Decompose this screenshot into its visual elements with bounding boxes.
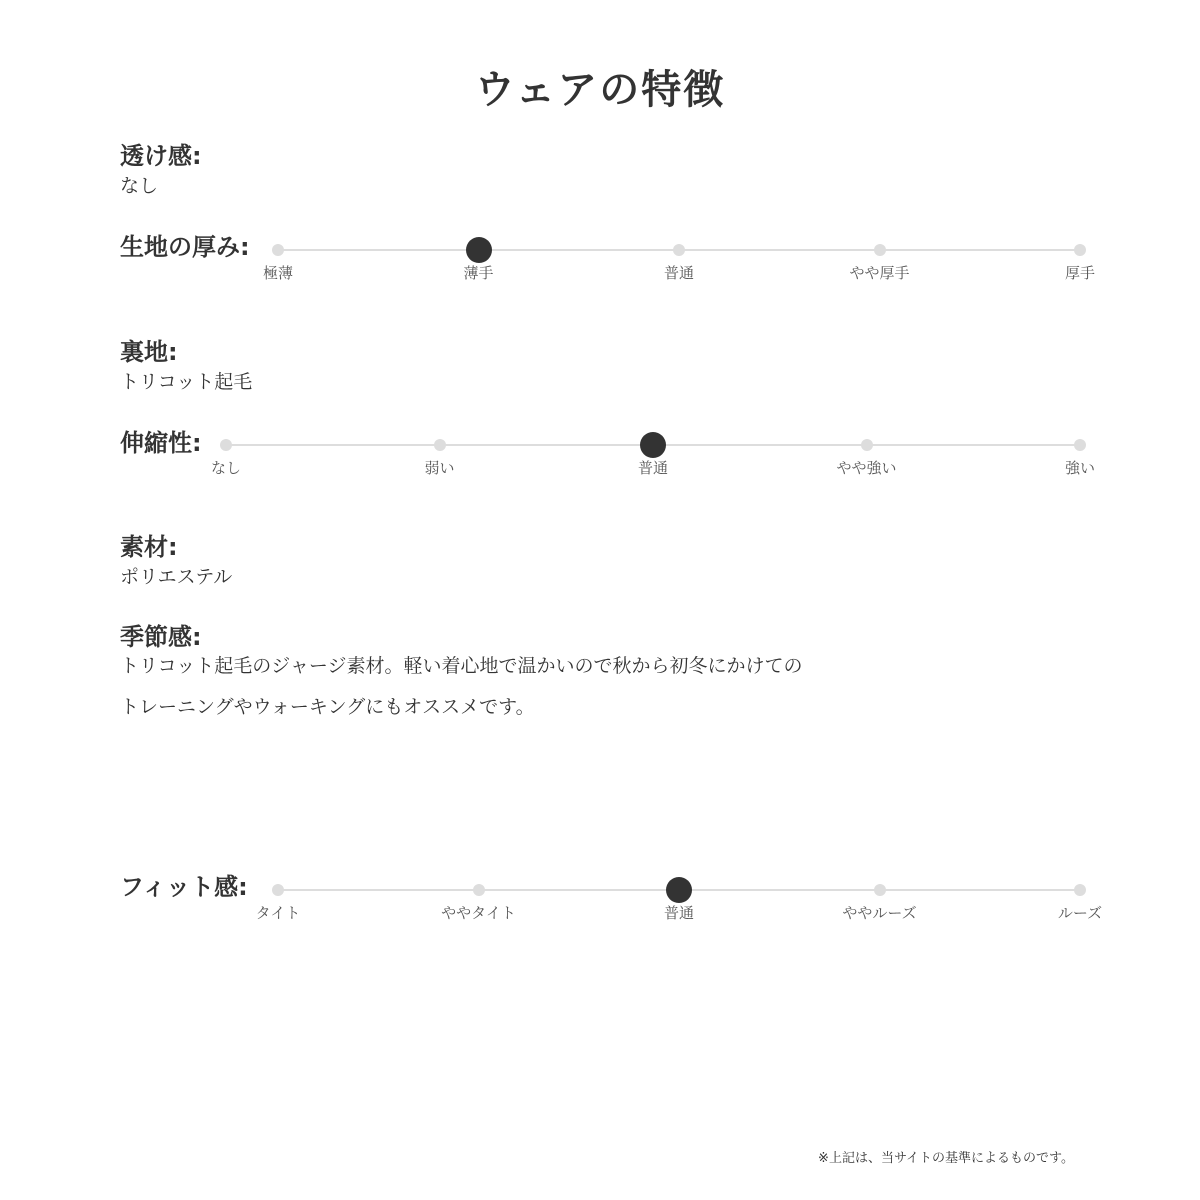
stretch-selected-marker xyxy=(640,432,666,458)
thickness-scale-dot xyxy=(874,244,886,256)
fit-scale-dot xyxy=(473,884,485,896)
thickness-scale-dot xyxy=(1074,244,1086,256)
thickness-scale-option-label: 極薄 xyxy=(262,264,293,282)
season-description-line-2: トレーニングやウォーキングにもオススメです。 xyxy=(120,696,535,718)
thickness-scale-dot xyxy=(673,244,685,256)
fit-scale-dot xyxy=(1074,884,1086,896)
lining-value: トリコット起毛 xyxy=(120,371,253,393)
stretch-scale-option-label: なし xyxy=(210,459,241,477)
thickness-scale-option-label: 普通 xyxy=(663,264,694,282)
transparency-value: なし xyxy=(120,175,159,197)
fit-label: フィット感: xyxy=(120,873,248,901)
stretch-scale-option-label: やや強い xyxy=(836,459,897,477)
thickness-label: 生地の厚み: xyxy=(120,233,250,261)
stretch-scale-dot xyxy=(861,439,873,451)
stretch-scale-option-label: 普通 xyxy=(637,459,668,477)
fit-scale-option-label: ややルーズ xyxy=(842,904,917,922)
fit-scale-option-label: 普通 xyxy=(663,904,694,922)
stretch-label: 伸縮性: xyxy=(120,429,202,457)
fit-scale-dot xyxy=(874,884,886,896)
stretch-scale xyxy=(210,435,1095,495)
thickness-scale-option-label: 薄手 xyxy=(463,264,494,282)
thickness-scale-option-label: 厚手 xyxy=(1064,264,1095,282)
fit-scale-dot xyxy=(272,884,284,896)
season-description-line-1: トリコット起毛のジャージ素材。軽い着心地で温かいので秋から初冬にかけての xyxy=(120,655,803,677)
thickness-selected-marker xyxy=(466,237,492,263)
lining-label: 裏地: xyxy=(120,338,178,366)
fit-scale-option-label: ルーズ xyxy=(1057,904,1103,922)
transparency-label: 透け感: xyxy=(120,142,202,170)
fit-scale xyxy=(255,880,1103,940)
stretch-scale-dot xyxy=(434,439,446,451)
fit-scale-option-label: タイト xyxy=(255,904,301,922)
material-label: 素材: xyxy=(120,533,178,561)
thickness-scale xyxy=(262,240,1095,300)
stretch-scale-dot xyxy=(1074,439,1086,451)
fit-scale-option-label: ややタイト xyxy=(441,904,516,922)
fit-selected-marker xyxy=(666,877,692,903)
thickness-scale-option-label: やや厚手 xyxy=(849,264,910,282)
stretch-scale-dot xyxy=(220,439,232,451)
footnote: ※上記は、当サイトの基準によるものです。 xyxy=(818,1151,1074,1166)
stretch-scale-option-label: 弱い xyxy=(424,459,455,477)
material-value: ポリエステル xyxy=(120,566,233,588)
stretch-scale-option-label: 強い xyxy=(1064,459,1095,477)
thickness-scale-dot xyxy=(272,244,284,256)
season-label: 季節感: xyxy=(120,623,202,651)
page-title: ウェアの特徴 xyxy=(474,67,726,113)
